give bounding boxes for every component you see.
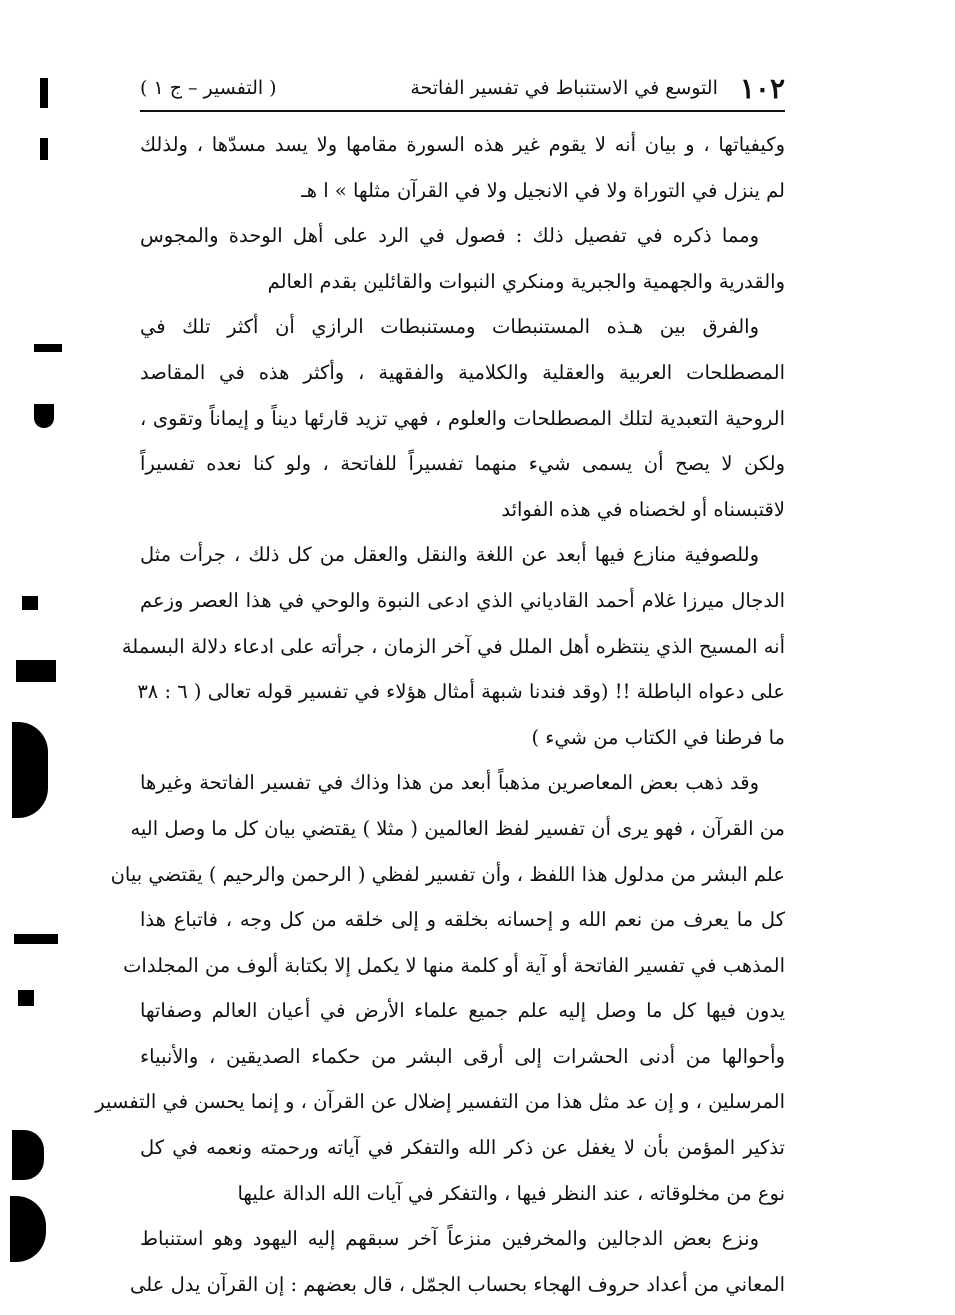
scan-mark	[10, 1196, 46, 1262]
text-line: علم البشر من مدلول هذا اللفظ ، وأن تفسير لفظي ( الرحمن والرحيم ) يقتضي بيان	[110, 862, 785, 886]
text-line: ولكن لا يصح أن يسمى شيء منهما تفسيراً للفاتحة ، ولو كنا نعده تفسيراً	[140, 452, 785, 476]
body-text	[95, 122, 785, 1307]
text-line: كل ما يعرف من نعم الله و إحسانه بخلقه و إلى خلقه من كل وجه ، فاتباع هذا	[140, 908, 785, 932]
text-line: تذكير المؤمن بأن لا يغفل عن ذكر الله والتفكر في آياته ورحمته ونعمه في كل	[140, 1136, 785, 1160]
scan-mark	[34, 404, 54, 428]
text-line: وللصوفية منازع فيها أبعد عن اللغة والنقل والعقل من كل ذلك ، جرأت مثل	[140, 543, 759, 567]
scan-mark	[40, 78, 48, 108]
page-number: ١٠٢	[739, 71, 785, 105]
running-title: التوسع في الاستنباط في تفسير الفاتحة	[410, 77, 718, 99]
text-line: ما فرطنا في الكتاب من شيء )	[531, 725, 785, 749]
scan-mark	[34, 344, 62, 352]
volume-label: ( التفسير – ج ١ )	[140, 77, 277, 99]
text-line: أنه المسيح الذي ينتظره أهل الملل في آخر الزمان ، جرأته على ادعاء دلالة البسملة	[121, 634, 785, 658]
text-line: يدون فيها كل ما وصل إليه علم جميع علماء الأرض في أعيان العالم وصفاتها	[140, 999, 785, 1023]
scan-mark	[16, 660, 56, 682]
text-line: المعاني من أعداد حروف الهجاء بحساب الجمّل ، قال بعضهم : إن القرآن يدل على	[130, 1272, 785, 1296]
text-line: المرسلين ، و إن عد مثل هذا من التفسير إضلال عن القرآن ، و إنما يحسن في التفسير	[95, 1090, 785, 1114]
scan-mark	[12, 722, 48, 818]
text-line: ونزع بعض الدجالين والمخرفين منزعاً آخر سبقهم إليه اليهود وهو استنباط	[140, 1227, 759, 1251]
text-line: من القرآن ، فهو يرى أن تفسير لفظ العالمين ( مثلا ) يقتضي بيان كل ما وصل اليه	[130, 816, 785, 840]
text-line: وكيفياتها ، و بيان أنه لا يقوم غير هذه السورة مقامها ولا يسد مسدّها ، ولذلك	[140, 133, 785, 156]
text-line: لم ينزل في التوراة ولا في الانجيل ولا في القرآن مثلها » ا هـ	[301, 178, 785, 202]
scan-mark	[14, 934, 58, 944]
text-line: وقد ذهب بعض المعاصرين مذهباً أبعد من هذا وذاك في تفسير الفاتحة وغيرها	[140, 771, 759, 795]
text-line: الروحية التعبدية لتلك المصطلحات والعلوم ، فهي تزيد قارئها ديناً و إيماناً وتقوى ،	[140, 406, 785, 430]
text-line: لاقتبسناه أو لخصناه في هذه الفوائد	[501, 497, 785, 521]
header-rule	[140, 110, 785, 112]
scan-mark	[12, 1130, 44, 1180]
text-line: والفرق بين هـذه المستنبطات ومستنبطات الرازي أن أكثر تلك في	[140, 315, 759, 339]
text-line: والقدرية والجهمية والجبرية ومنكري النبوات والقائلين بقدم العالم	[267, 269, 785, 293]
running-header	[140, 68, 785, 108]
text-line: المصطلحات العربية والعقلية والكلامية والفقهية ، وأكثر هذه في المقاصد	[140, 360, 785, 384]
scan-mark	[22, 596, 38, 610]
text-line: ومما ذكره في تفصيل ذلك : فصول في الرد على أهل الوحدة والمجوس	[140, 224, 759, 248]
scan-mark	[40, 138, 48, 160]
text-line: الدجال ميرزا غلام أحمد القادياني الذي ادعى النبوة والوحي في هذا العصر وزعم	[140, 588, 785, 612]
text-line: على دعواه الباطلة !! (وقد فندنا شبهة أمثال هؤلاء في تفسير قوله تعالى ( ٦ : ٣٨	[137, 680, 785, 704]
text-line: وأحوالها من أدنى الحشرات إلى أرقى البشر من حكماء الصديقين ، والأنبياء	[140, 1044, 785, 1068]
text-line: المذهب في تفسير الفاتحة أو آية أو كلمة منها لا يكمل إلا بكتابة ألوف من المجلدات	[123, 953, 785, 977]
scan-mark	[18, 990, 34, 1006]
text-line: نوع من مخلوقاته ، عند النظر فيها ، والتفكر في آيات الله الدالة عليها	[237, 1181, 785, 1205]
